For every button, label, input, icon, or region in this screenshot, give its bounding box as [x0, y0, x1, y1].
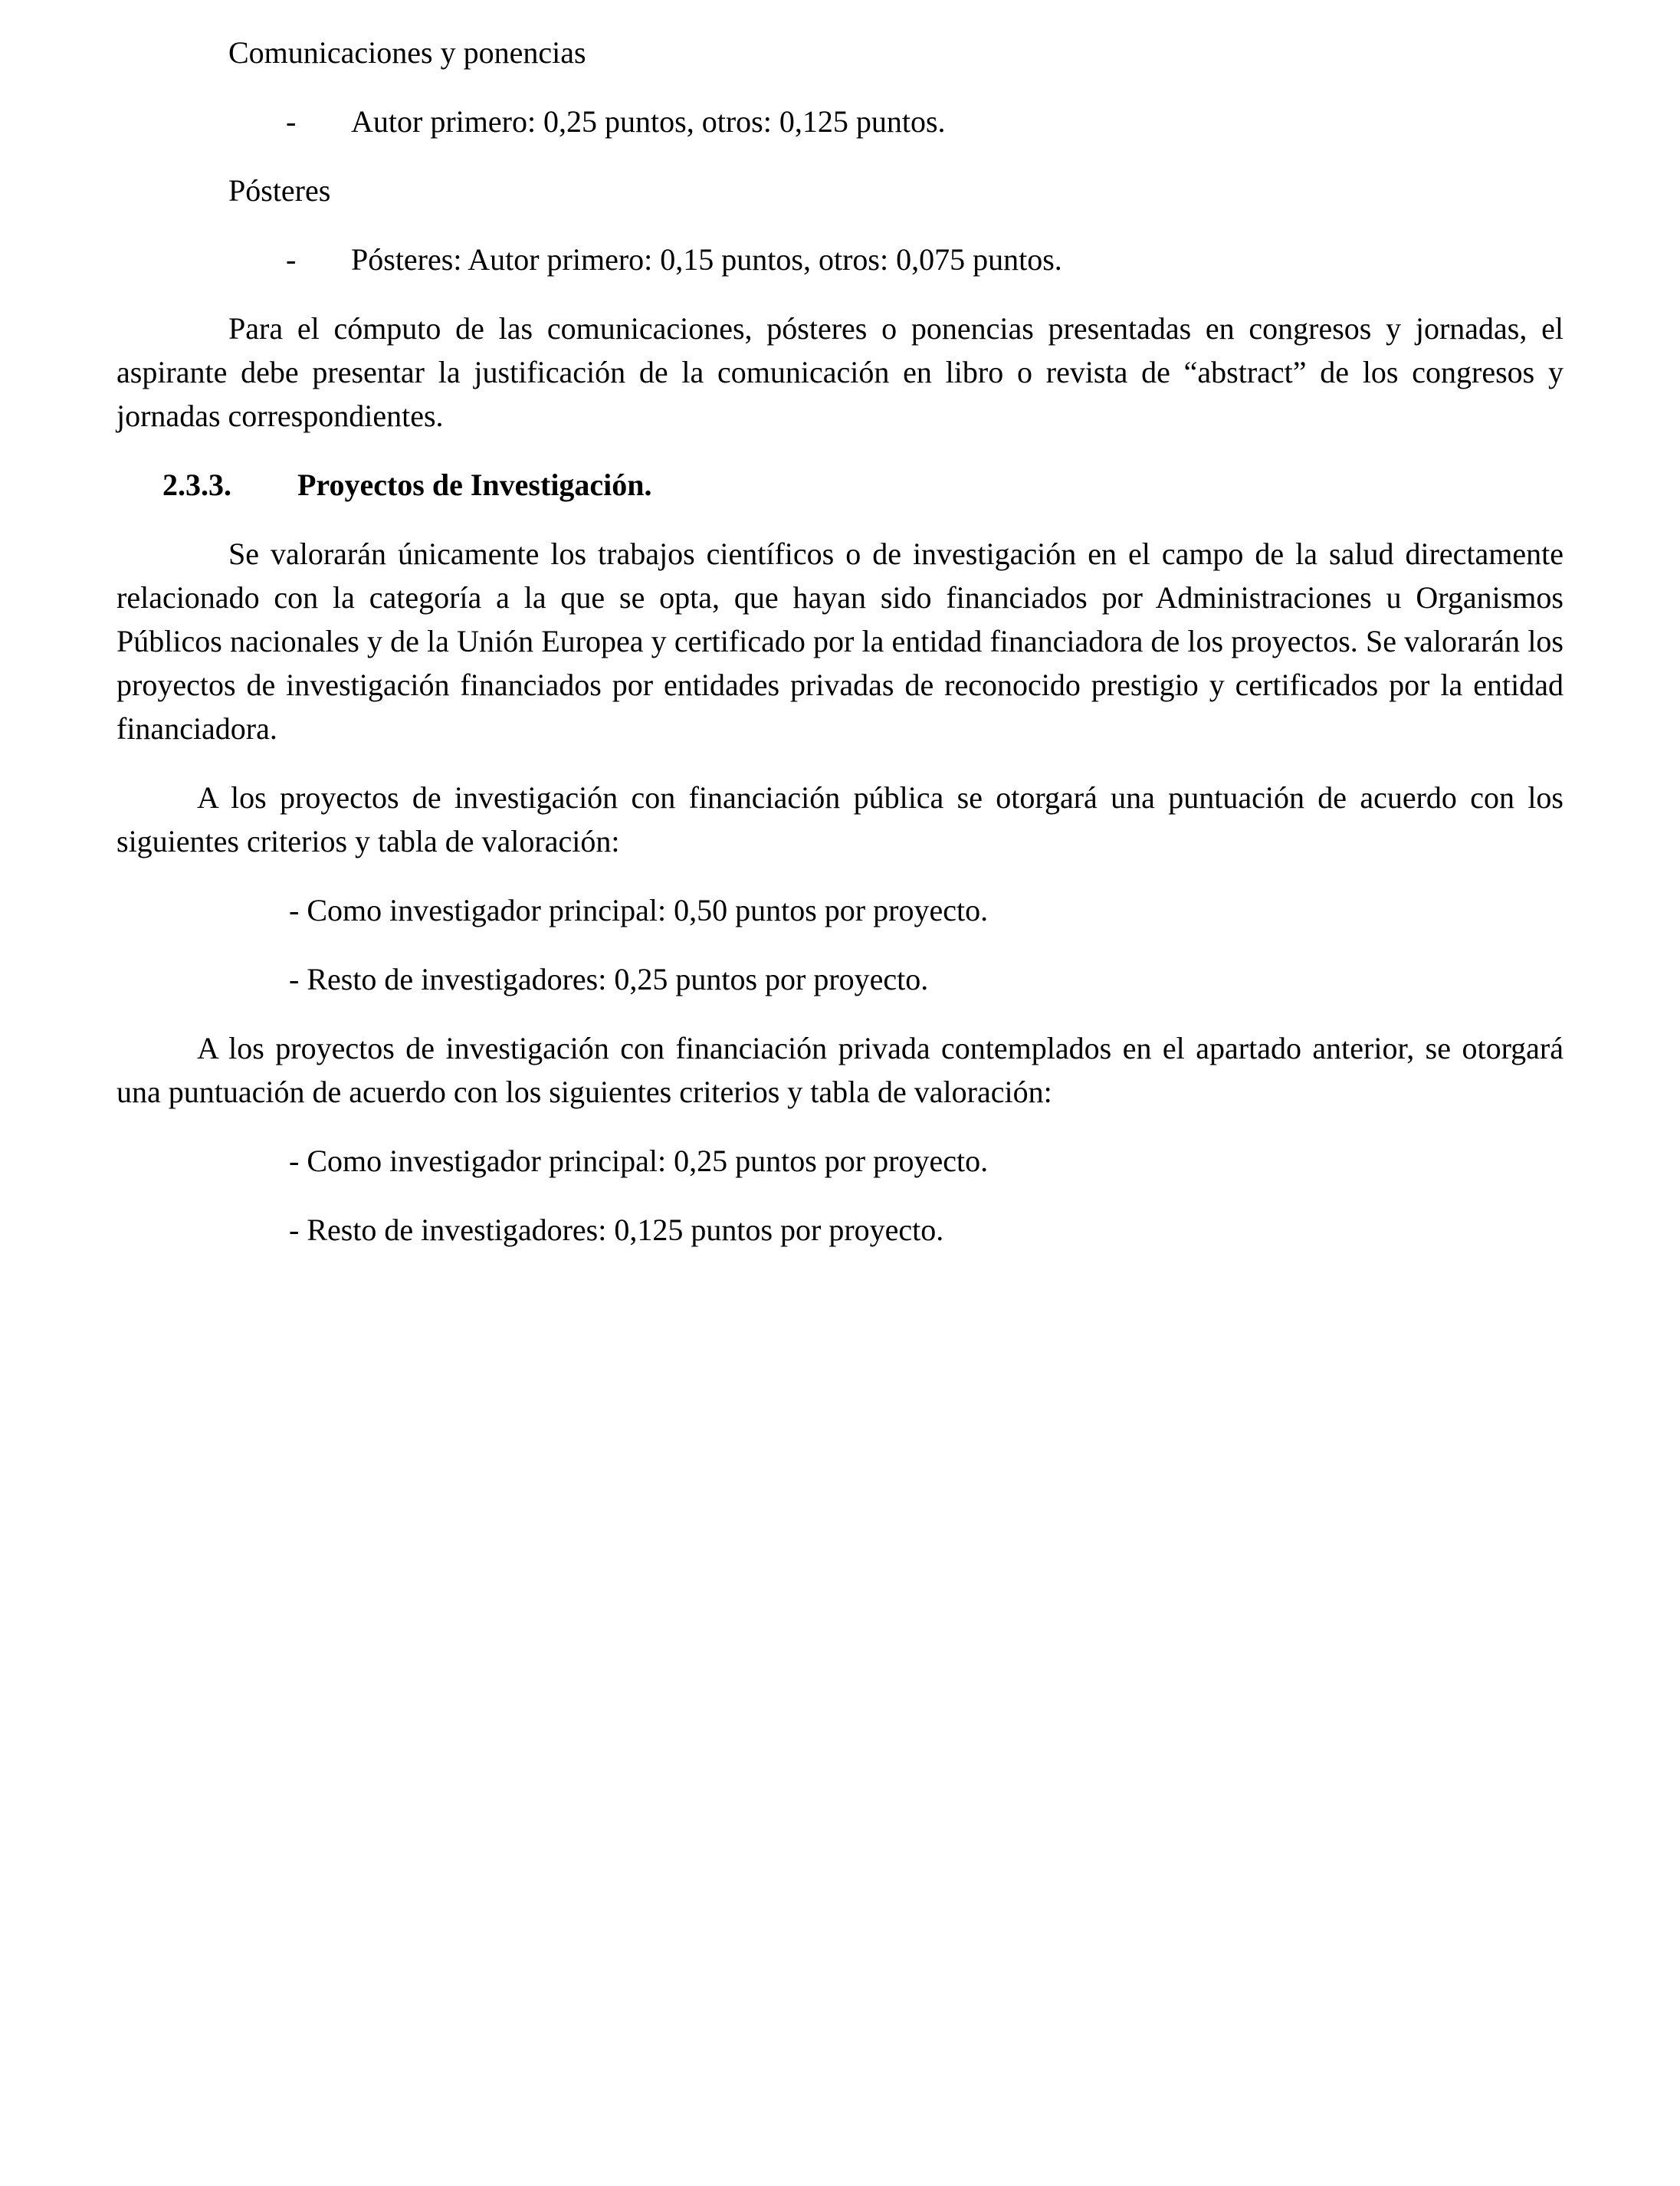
- bullet-dash: -: [286, 242, 297, 277]
- bullet-text-posteres: Pósteres: Autor primero: 0,15 puntos, otros: 0,075 puntos.: [351, 242, 1062, 277]
- paragraph-computo-comunicaciones: Para el cómputo de las comunicaciones, pósteres o ponencias presentadas en congresos y jornadas, el aspirante debe presentar la justificación de la comunicación en libro o revista de “abstract” de los congresos y jornadas correspondientes.: [116, 311, 1564, 433]
- paragraph-se-valoraran-trabajos: Se valorarán únicamente los trabajos científicos o de investigación en el campo de la salud directamente relacionado con la categoría a la que se opta, que hayan sido financiados por Administraciones u Organismos Públicos nacionales y de la Unión Europea y certificado por la entidad financiadora de los proyectos. Se valorarán los proyectos de investigación financiados por entidades privadas de reconocido prestigio y certificados por la entidad financiadora.: [116, 537, 1564, 746]
- section-title-proyectos-de-investigacion: Proyectos de Investigación.: [297, 468, 652, 502]
- subheading-comunicaciones-y-ponencias: Comunicaciones y ponencias: [228, 35, 586, 70]
- paragraph-financiacion-publica: A los proyectos de investigación con financiación pública se otorgará una puntuación de acuerdo con los siguientes criterios y tabla de valoración:: [116, 780, 1564, 858]
- bullet-text-autor-primero: Autor primero: 0,25 puntos, otros: 0,125 puntos.: [351, 104, 946, 139]
- section-heading-2-3-3: [162, 463, 1564, 507]
- bullet-publica-resto-investigadores: - Resto de investigadores: 0,25 puntos por proyecto.: [289, 962, 929, 996]
- bullet-privada-investigador-principal: - Como investigador principal: 0,25 puntos por proyecto.: [289, 1144, 989, 1178]
- bullet-publica-investigador-principal: - Como investigador principal: 0,50 puntos por proyecto.: [289, 893, 989, 927]
- subheading-posteres: Pósteres: [228, 173, 331, 208]
- bullet-dash: -: [286, 104, 297, 139]
- section-number: 2.3.3.: [162, 468, 231, 502]
- paragraph-financiacion-privada: A los proyectos de investigación con financiación privada contemplados en el apartado anterior, se otorgará una puntuación de acuerdo con los siguientes criterios y tabla de valoración:: [116, 1031, 1564, 1109]
- bullet-privada-resto-investigadores: - Resto de investigadores: 0,125 puntos por proyecto.: [289, 1213, 944, 1247]
- bullet-item-autor-primero: [286, 100, 1564, 143]
- bullet-item-posteres: [286, 238, 1564, 281]
